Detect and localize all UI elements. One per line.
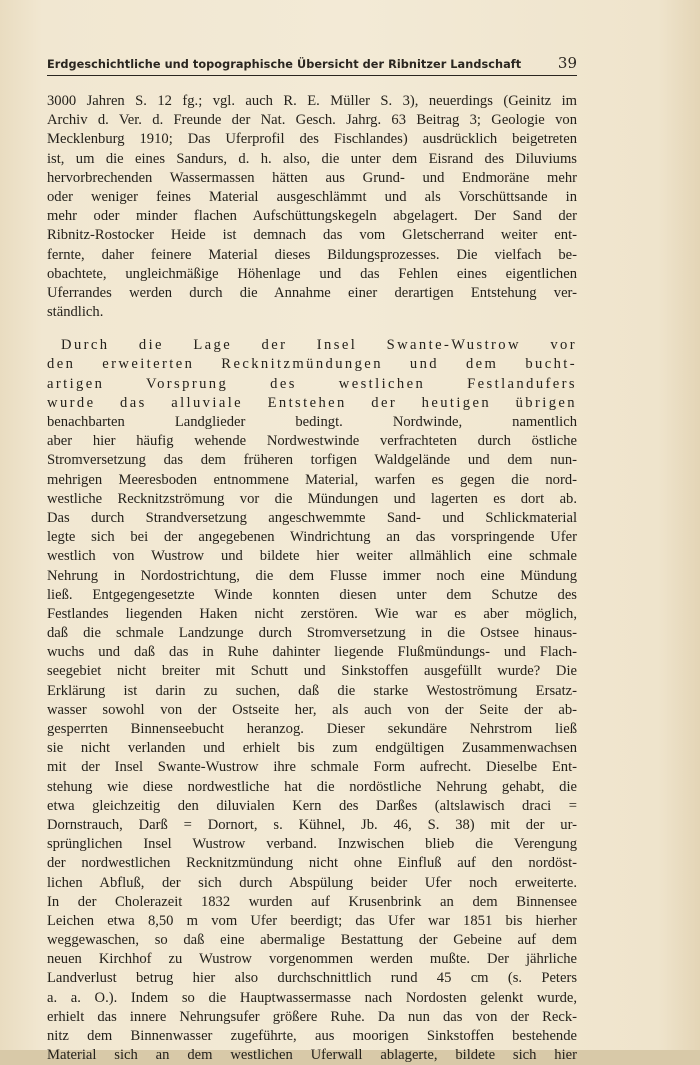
text-line: mehrigen Meeresboden entnommene Material, warfen es gegen die nord-	[47, 471, 577, 488]
text-line: Material sich an dem westlichen Uferwall ablagerte, bildete sich hier	[47, 1047, 577, 1064]
text-line: 3000 Jahren S. 12 fg.; vgl. auch R. E. Müller S. 3), neuerdings (Geinitz im	[47, 93, 577, 109]
text-line: ließ. Entgegengesetzte Winde konnten diesen unter dem Schutze des	[47, 586, 577, 603]
text-line: obachtete, ungleichmäßige Höhenlage und das Fehlen eines eigentlichen	[47, 265, 577, 282]
text-line: westlich von Wustrow und bildete hier weiter allmählich eine schmale	[47, 548, 577, 565]
text-line: erhielt das innere Nehrungsufer größere Ruhe. Da nun das von der Reck-	[47, 1008, 577, 1025]
text-line: benachbarten Landglieder bedingt. Nordwinde, namentlich	[47, 414, 577, 430]
text-line: westliche Recknitzströmung vor die Mündungen und lagerten es dort ab.	[47, 490, 577, 507]
text-line: In der Cholerazeit 1832 wurden auf Krusenbrink an dem Binnensee	[47, 893, 577, 910]
text-line: Landverlust betrug hier also durchschnittlich rund 45 cm (s. Peters	[47, 970, 577, 987]
text-line: Mecklenburg 1910; Das Uferprofil des Fischlandes) ausdrücklich beigetreten	[47, 131, 577, 148]
text-line: lichen Abfluß, der sich durch Abspülung beider Ufer noch erweiterte.	[47, 874, 577, 891]
text-line: Durch die Lage der Insel Swante-Wustrow vor	[61, 337, 577, 354]
paragraph	[47, 92, 577, 322]
paragraph-gap	[47, 322, 577, 336]
text-line: nitz dem Binnenwasser zugeführte, aus moorigen Sinkstoffen bestehende	[47, 1028, 577, 1044]
text-line: Leichen etwa 8,50 m vom Ufer beerdigt; das Ufer war 1851 bis hierher	[47, 912, 577, 929]
text-line: den erweiterten Recknitzmündungen und dem bucht-	[47, 356, 577, 373]
text-line: oder weniger feines Material ausgeschlämmt und als Vorschüttsande in	[47, 188, 577, 205]
text-line: Stromversetzung das dem früheren torfigen Waldgelände und dem nun-	[47, 452, 577, 469]
text-line: Festlandes liegenden Haken nicht zerstören. Wie war es aber möglich,	[47, 605, 577, 622]
paragraph	[47, 336, 577, 1065]
text-line: stehung wie diese nordwestliche hat die nordöstliche Nehrung gehabt, die	[47, 778, 577, 795]
text-line: weggewaschen, so daß eine abermalige Bestattung der Gebeine auf dem	[47, 932, 577, 949]
running-header	[47, 54, 577, 76]
text-line: wasser sowohl von der Ostseite her, als auch von der Seite der ab-	[47, 701, 577, 718]
text-line: Erklärung ist darin zu suchen, daß die starke Westoströmung Ersatz-	[47, 682, 577, 699]
text-line: Das durch Strandversetzung angeschwemmte Sand- und Schlickmaterial	[47, 509, 577, 526]
text-line: der nordwestlichen Recknitzmündung nicht ohne Einfluß auf den nordöst-	[47, 855, 577, 872]
text-line: Nehrung in Nordostrichtung, die dem Flusse immer noch eine Mündung	[47, 567, 577, 584]
running-title: Erdgeschichtliche und topographische Übersicht der Ribnitzer Landschaft	[47, 58, 522, 71]
text-line: sprünglichen Insel Wustrow verband. Inzwischen blieb die Verengung	[47, 836, 577, 853]
text-line: ständlich.	[47, 304, 104, 321]
text-line: hervorbrechenden Wassermassen hätten aus Grund- und Endmoräne mehr	[47, 169, 577, 186]
text-line: legte sich bei der angegebenen Windrichtung an das vorspringende Ufer	[47, 529, 577, 546]
text-line: gesperrten Binnenseebucht heranzog. Dieser sekundäre Nehrstrom ließ	[47, 721, 577, 737]
text-line: Archiv d. Ver. d. Freunde der Nat. Gesch. Jahrg. 63 Beitrag 3; Geologie von	[47, 112, 577, 129]
body-text	[47, 92, 577, 1065]
text-line: fernte, daher feinere Material dieses Bildungsprozesses. Die vielfach be-	[47, 246, 577, 263]
text-line: neuen Kirchhof zu Wustrow vorgenommen werden mußte. Der jährliche	[47, 951, 577, 968]
text-line: Ribnitz-Rostocker Heide ist demnach das vom Gletscherrand weiter ent-	[47, 227, 577, 244]
text-line: ist, um die eines Sandurs, d. h. also, die unter dem Eisrand des Diluviums	[47, 150, 577, 167]
text-line: Dornstrauch, Darß = Dornort, s. Kühnel, Jb. 46, S. 38) mit der ur-	[47, 816, 577, 833]
text-line: etwa gleichzeitig den diluvialen Kern des Darßes (altslawisch draci =	[47, 797, 577, 814]
text-line: artigen Vorsprung des westlichen Festlandufers	[47, 375, 577, 392]
text-line: sie nicht verlanden und erhielt bis zum endgültigen Zusammenwachsen	[47, 740, 577, 757]
header-rule	[47, 75, 577, 76]
text-line: aber hier häufig wehende Nordwestwinde verfrachteten durch östliche	[47, 433, 577, 450]
text-line: mit der Insel Swante-Wustrow ihre schmale Form aufrecht. Dieselbe Ent-	[47, 759, 577, 776]
page-number: 39	[557, 54, 577, 72]
text-line: daß die schmale Landzunge durch Stromversetzung in die Ostsee hinaus-	[47, 625, 577, 642]
text-line: seegebiet nicht breiter mit Schutt und Sinkstoffen ausgefüllt wurde? Die	[47, 663, 577, 680]
text-line: a. a. O.). Indem so die Hauptwassermasse nach Nordosten gelenkt wurde,	[47, 989, 577, 1006]
text-line: wurde das alluviale Entstehen der heutigen übrigen	[47, 394, 577, 411]
text-line: Uferrandes werden durch die Annahme einer derartigen Entstehung ver-	[47, 284, 577, 301]
text-line: mehr oder minder flachen Aufschüttungskegeln abgelagert. Der Sand der	[47, 208, 577, 225]
text-line: wuchs und daß das in Ruhe dahinter liegende Flußmündungs- und Flach-	[47, 644, 577, 661]
